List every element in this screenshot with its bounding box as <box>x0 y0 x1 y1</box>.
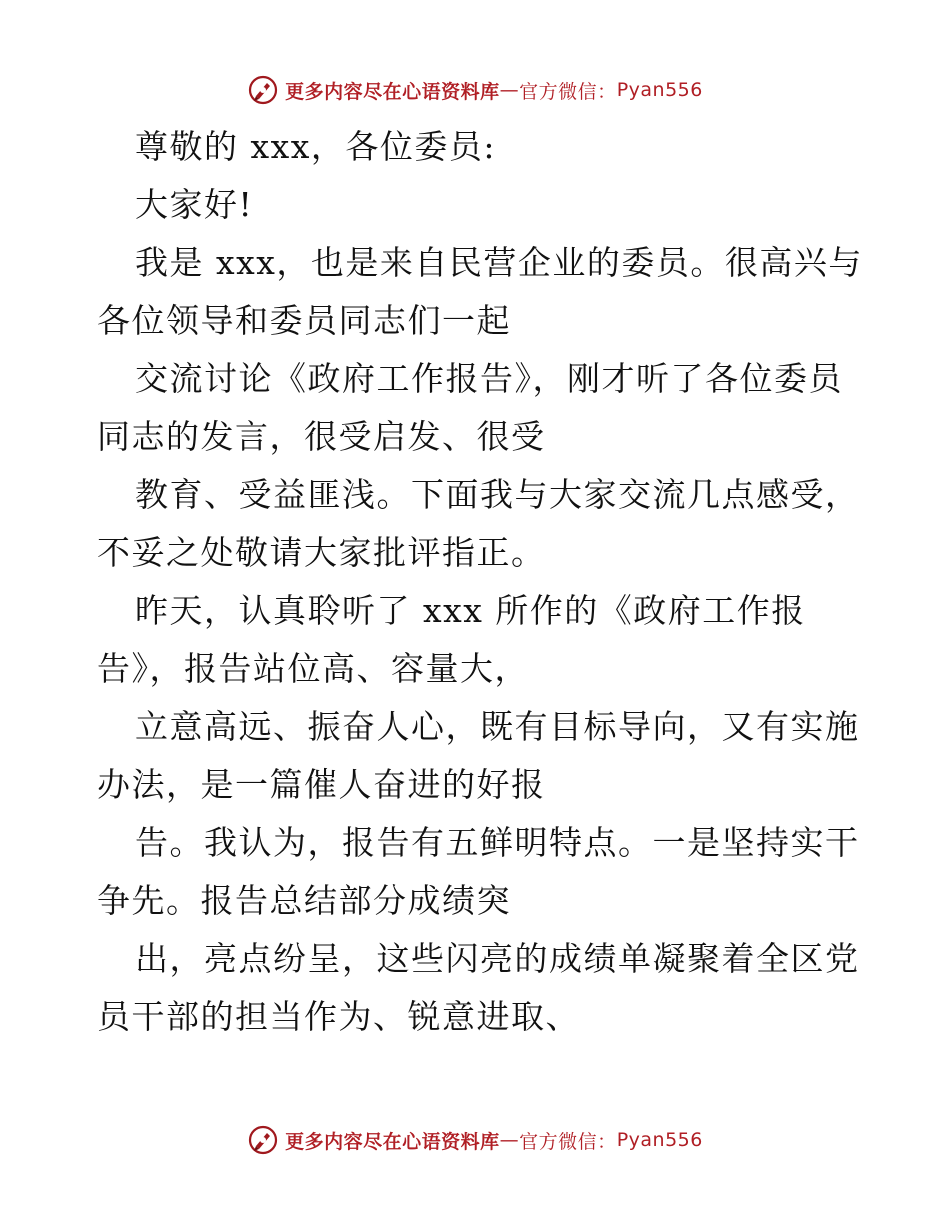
text-line: 告。我认为，报告有五鲜明特点。一是坚持实干 <box>135 823 860 862</box>
document-body <box>97 118 863 1046</box>
text-line: 不妥之处敬请大家批评指正。 <box>97 533 546 572</box>
text-line: 办法，是一篇催人奋进的好报 <box>97 765 546 804</box>
text-line: 告》，报告站位高、容量大， <box>97 649 529 688</box>
banner-title: 更多内容尽在心语资料库 <box>285 1130 500 1153</box>
pen-logo-icon <box>247 74 279 106</box>
text-line: 尊敬的 xxx，各位委员: <box>135 127 496 166</box>
header-banner <box>0 70 950 110</box>
banner-wechat-id: Pyan556 <box>616 1129 703 1151</box>
text-line: 交流讨论《政府工作报告》，刚才听了各位委员 <box>135 359 843 398</box>
banner-wechat-label: 官方微信： <box>519 80 617 103</box>
text-line: 昨天，认真聆听了 xxx 所作的《政府工作报 <box>135 591 806 630</box>
text-line: 各位领导和委员同志们一起 <box>97 301 511 340</box>
text-line: 教育、受益匪浅。下面我与大家交流几点感受， <box>135 475 860 514</box>
text-line: 我是 xxx，也是来自民营企业的委员。很高兴与 <box>135 243 863 282</box>
text-line: 出，亮点纷呈，这些闪亮的成绩单凝聚着全区党 <box>135 939 860 978</box>
text-line: 大家好! <box>135 185 254 224</box>
text-line: 同志的发言，很受启发、很受 <box>97 417 546 456</box>
banner-wechat-id: Pyan556 <box>616 79 703 101</box>
banner-wechat-label: 官方微信： <box>519 1130 617 1153</box>
header-banner-text <box>285 77 703 104</box>
text-line: 员干部的担当作为、锐意进取、 <box>97 997 580 1036</box>
footer-banner <box>0 1120 950 1160</box>
text-line: 争先。报告总结部分成绩突 <box>97 881 511 920</box>
banner-dash: — <box>499 1129 520 1151</box>
banner-title: 更多内容尽在心语资料库 <box>285 80 500 103</box>
text-line: 立意高远、振奋人心，既有目标导向，又有实施 <box>135 707 860 746</box>
banner-dash: — <box>499 79 520 101</box>
footer-banner-text <box>285 1127 703 1154</box>
pen-logo-icon <box>247 1124 279 1156</box>
